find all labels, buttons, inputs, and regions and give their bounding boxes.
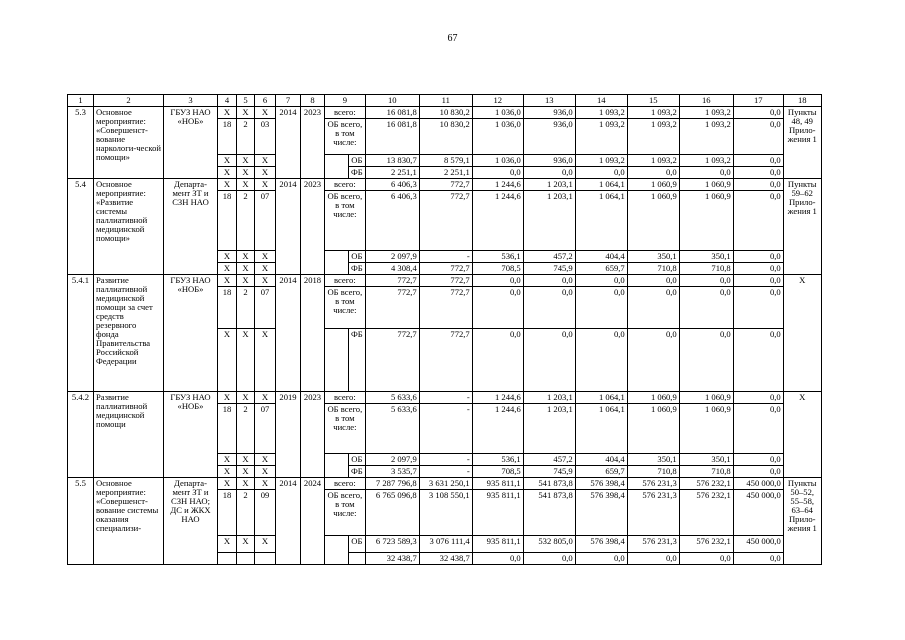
amount-cell: 32 438,7 [365,553,419,565]
code-col4: Х [218,275,237,287]
code-col6: 03 [255,119,276,155]
amount-cell: 1 060,9 [679,179,733,191]
amount-cell: 772,7 [419,287,472,329]
item-number: 5.5 [68,478,94,565]
amount-cell: 0,0 [575,167,627,179]
code-col4: Х [218,536,237,553]
amount-cell: 710,8 [679,263,733,275]
code-col6: 07 [255,191,276,251]
amount-cell: - [419,251,472,263]
amount-cell: 450 000,0 [733,536,783,553]
funding-source: ОБ всего, в том числе: [325,404,366,454]
amount-cell: 350,1 [679,251,733,263]
amount-cell: 10 830,2 [419,119,472,155]
amount-cell: 576 398,4 [575,490,627,536]
amount-cell: 1 244,6 [472,404,523,454]
code-col6: 07 [255,404,276,454]
amount-cell: 0,0 [627,167,679,179]
amount-cell: 0,0 [472,553,523,565]
amount-cell: 576 231,3 [627,490,679,536]
funding-source: ОБ всего, в том числе: [325,287,366,329]
amount-cell: 936,0 [523,119,575,155]
amount-cell: 0,0 [679,287,733,329]
code-col5: Х [237,454,255,466]
amount-cell: 936,0 [523,155,575,167]
amount-cell: 0,0 [627,553,679,565]
amount-cell: 1 093,2 [627,107,679,119]
end-year: 2023 [301,179,325,275]
amount-cell: 1 060,9 [679,404,733,454]
code-col4: Х [218,167,237,179]
item-name: Развитие паллиативной медицинской помощи за счет средств резервного фонда Правительства Российской Федерации [94,275,164,392]
funding-source: ФБ [349,466,366,478]
amount-cell: 16 081,8 [365,107,419,119]
indent-cell [325,251,349,275]
amount-cell: 1 093,2 [575,119,627,155]
amount-cell: 0,0 [733,119,783,155]
code-col5: 2 [237,404,255,454]
amount-cell: 1 203,1 [523,191,575,251]
amount-cell: 576 231,3 [627,478,679,490]
item-name: Основное мероприятие: «Совершенст-вование системы оказания специализи- [94,478,164,565]
amount-cell: 0,0 [523,167,575,179]
header-cell-6: 6 [255,95,276,107]
code-col5: Х [237,179,255,191]
amount-cell: 532 805,0 [523,536,575,553]
item-executor: ГБУЗ НАО «НОБ» [164,107,218,179]
code-col6: 07 [255,287,276,329]
funding-source [349,553,366,565]
table-row [68,107,822,119]
amount-cell: 0,0 [523,553,575,565]
start-year: 2014 [276,478,301,565]
amount-cell: - [419,392,472,404]
amount-cell: 1 093,2 [679,155,733,167]
amount-cell: 3 631 250,1 [419,478,472,490]
amount-cell: 1 203,1 [523,404,575,454]
funding-source: ОБ [349,454,366,466]
code-col6: Х [255,275,276,287]
amount-cell: 8 579,1 [419,155,472,167]
item-number: 5.3 [68,107,94,179]
amount-cell: 0,0 [472,275,523,287]
amount-cell: 0,0 [679,275,733,287]
amount-cell: 0,0 [733,179,783,191]
item-name: Развитие паллиативной медицинской помощи [94,392,164,478]
item-name: Основное мероприятие: «Совершенст-вование наркологи-ческой помощи» [94,107,164,179]
amount-cell: 5 633,6 [365,404,419,454]
amount-cell: 1 093,2 [679,119,733,155]
header-cell-11: 11 [419,95,472,107]
amount-cell: 576 232,1 [679,490,733,536]
header-cell-18: 18 [783,95,821,107]
amount-cell: 745,9 [523,263,575,275]
funding-source: ОБ [349,536,366,553]
amount-cell: 1 244,6 [472,191,523,251]
indent-cell [325,155,349,179]
amount-cell: 710,8 [627,466,679,478]
funding-source: всего: [325,275,366,287]
header-cell-10: 10 [365,95,419,107]
code-col4: 18 [218,404,237,454]
amount-cell: 541 873,8 [523,478,575,490]
code-col5: Х [237,392,255,404]
budget-table [67,94,822,565]
amount-cell: 935 811,1 [472,536,523,553]
funding-source: ОБ всего, в том числе: [325,191,366,251]
start-year: 2014 [276,107,301,179]
amount-cell: 772,7 [365,329,419,392]
code-col4: 18 [218,287,237,329]
amount-cell: 576 398,4 [575,478,627,490]
item-executor: Департа-мент ЗТ и СЗН НАО; ДС и ЖКХ НАО [164,478,218,565]
code-col4: Х [218,251,237,263]
page-number: 67 [447,33,458,44]
amount-cell: 1 064,1 [575,392,627,404]
item-executor: Департа-мент ЗТ и СЗН НАО [164,179,218,275]
amount-cell: 0,0 [627,275,679,287]
header-cell-2: 2 [94,95,164,107]
amount-cell: 0,0 [733,263,783,275]
funding-source: ФБ [349,329,366,392]
item-note: Пункты 50–52, 55–58, 63–64 Прило-жения 1 [783,478,821,565]
header-cell-13: 13 [523,95,575,107]
code-col5: Х [237,466,255,478]
amount-cell: 536,1 [472,454,523,466]
start-year: 2019 [276,392,301,478]
table-row [68,179,822,191]
amount-cell: 10 830,2 [419,107,472,119]
amount-cell: 0,0 [627,287,679,329]
item-executor: ГБУЗ НАО «НОБ» [164,392,218,478]
item-note: Х [783,392,821,478]
amount-cell: 1 036,0 [472,155,523,167]
amount-cell: 4 308,4 [365,263,419,275]
amount-cell: 6 406,3 [365,191,419,251]
amount-cell: 936,0 [523,107,575,119]
amount-cell: 0,0 [679,329,733,392]
amount-cell: 0,0 [575,275,627,287]
amount-cell: 1 203,1 [523,179,575,191]
amount-cell: 659,7 [575,263,627,275]
amount-cell: 1 093,2 [575,107,627,119]
item-number: 5.4.2 [68,392,94,478]
amount-cell: 1 064,1 [575,404,627,454]
code-col4: Х [218,329,237,392]
amount-cell: 576 398,4 [575,536,627,553]
code-col6: Х [255,392,276,404]
code-col5: Х [237,251,255,263]
code-col4: Х [218,478,237,490]
amount-cell: 0,0 [733,404,783,454]
start-year: 2014 [276,275,301,392]
header-cell-15: 15 [627,95,679,107]
amount-cell: 1 060,9 [679,392,733,404]
amount-cell: 1 244,6 [472,392,523,404]
code-col5: Х [237,536,255,553]
code-col4: 18 [218,490,237,536]
amount-cell: 350,1 [679,454,733,466]
item-note: Пункты 59–62 Прило-жения 1 [783,179,821,275]
amount-cell: 2 251,1 [419,167,472,179]
amount-cell: 0,0 [575,553,627,565]
code-col4: Х [218,466,237,478]
amount-cell: 0,0 [733,553,783,565]
code-col5: Х [237,478,255,490]
code-col5: Х [237,107,255,119]
amount-cell: 935 811,1 [472,490,523,536]
code-col6: Х [255,536,276,553]
funding-source: ОБ [349,155,366,167]
code-col6: Х [255,251,276,263]
header-cell-17: 17 [733,95,783,107]
amount-cell: 6 406,3 [365,179,419,191]
amount-cell: 1 036,0 [472,119,523,155]
amount-cell: 1 060,9 [679,191,733,251]
amount-cell: 0,0 [472,287,523,329]
code-col4 [218,553,237,565]
code-col5: Х [237,263,255,275]
amount-cell: 0,0 [733,329,783,392]
code-col4: 18 [218,191,237,251]
amount-cell: 2 097,9 [365,251,419,263]
header-cell-4: 4 [218,95,237,107]
item-number: 5.4 [68,179,94,275]
code-col5 [237,553,255,565]
amount-cell: 708,5 [472,263,523,275]
amount-cell: 1 060,9 [627,191,679,251]
amount-cell: 6 765 096,8 [365,490,419,536]
amount-cell: 450 000,0 [733,490,783,536]
header-cell-12: 12 [472,95,523,107]
header-cell-3: 3 [164,95,218,107]
header-cell-9: 9 [325,95,366,107]
amount-cell: 576 232,1 [679,478,733,490]
code-col6: Х [255,466,276,478]
amount-cell: - [419,454,472,466]
amount-cell: 0,0 [733,454,783,466]
code-col6: Х [255,454,276,466]
amount-cell: 0,0 [523,275,575,287]
amount-cell: 0,0 [733,107,783,119]
amount-cell: 536,1 [472,251,523,263]
amount-cell: 772,7 [419,191,472,251]
amount-cell: 2 097,9 [365,454,419,466]
amount-cell: 772,7 [419,179,472,191]
code-col5: Х [237,167,255,179]
code-col4: Х [218,392,237,404]
amount-cell: 0,0 [523,329,575,392]
header-cell-16: 16 [679,95,733,107]
code-col4: Х [218,155,237,167]
amount-cell: 404,4 [575,454,627,466]
amount-cell: 772,7 [365,275,419,287]
amount-cell: 5 633,6 [365,392,419,404]
funding-source: ОБ [349,251,366,263]
amount-cell: 350,1 [627,251,679,263]
amount-cell: 457,2 [523,251,575,263]
code-col5: 2 [237,119,255,155]
funding-source: всего: [325,179,366,191]
amount-cell: 16 081,8 [365,119,419,155]
code-col5: Х [237,275,255,287]
end-year: 2024 [301,478,325,565]
item-name: Основное мероприятие: «Развитие системы паллиативной медицинской помощи» [94,179,164,275]
code-col5: Х [237,155,255,167]
amount-cell: 0,0 [733,466,783,478]
code-col6: Х [255,263,276,275]
table-body [68,95,822,565]
code-col5: Х [237,329,255,392]
amount-cell: 745,9 [523,466,575,478]
amount-cell: 1 203,1 [523,392,575,404]
code-col6: 09 [255,490,276,536]
amount-cell: 0,0 [679,167,733,179]
code-col6: Х [255,155,276,167]
amount-cell: 1 036,0 [472,107,523,119]
code-col4: 18 [218,119,237,155]
code-col5: 2 [237,287,255,329]
amount-cell: 0,0 [575,287,627,329]
amount-cell: 0,0 [575,329,627,392]
item-executor: ГБУЗ НАО «НОБ» [164,275,218,392]
amount-cell: 13 830,7 [365,155,419,167]
code-col4: Х [218,263,237,275]
amount-cell: 659,7 [575,466,627,478]
funding-source: ФБ [349,263,366,275]
amount-cell: 576 232,1 [679,536,733,553]
amount-cell: 0,0 [733,392,783,404]
amount-cell: 0,0 [679,553,733,565]
amount-cell: 1 093,2 [627,155,679,167]
amount-cell: 3 108 550,1 [419,490,472,536]
code-col5: 2 [237,490,255,536]
amount-cell: 772,7 [365,287,419,329]
amount-cell: 404,4 [575,251,627,263]
amount-cell: 772,7 [419,263,472,275]
amount-cell: 457,2 [523,454,575,466]
indent-cell [325,329,349,392]
amount-cell: - [419,466,472,478]
amount-cell: 1 093,2 [627,119,679,155]
amount-cell: 576 231,3 [627,536,679,553]
funding-source: ОБ всего, в том числе: [325,119,366,155]
amount-cell: 0,0 [523,287,575,329]
code-col6: Х [255,107,276,119]
header-row [68,95,822,107]
amount-cell: 0,0 [472,329,523,392]
funding-source: ОБ всего, в том числе: [325,490,366,536]
amount-cell: 1 060,9 [627,404,679,454]
amount-cell: 6 723 589,3 [365,536,419,553]
amount-cell: 772,7 [419,275,472,287]
table-row [68,478,822,490]
funding-source: ФБ [349,167,366,179]
code-col4: Х [218,454,237,466]
end-year: 2023 [301,107,325,179]
amount-cell: 32 438,7 [419,553,472,565]
amount-cell: - [419,404,472,454]
amount-cell: 0,0 [733,155,783,167]
amount-cell: 0,0 [733,251,783,263]
amount-cell: 708,5 [472,466,523,478]
code-col6: Х [255,478,276,490]
amount-cell: 0,0 [472,167,523,179]
amount-cell: 541 873,8 [523,490,575,536]
amount-cell: 2 251,1 [365,167,419,179]
start-year: 2014 [276,179,301,275]
amount-cell: 350,1 [627,454,679,466]
indent-cell [325,454,349,478]
funding-source: всего: [325,478,366,490]
table-row [68,275,822,287]
amount-cell: 0,0 [733,191,783,251]
item-note: Пункты 48, 49 Прило-жения 1 [783,107,821,179]
funding-source: всего: [325,392,366,404]
code-col4: Х [218,179,237,191]
indent-cell [325,536,349,565]
header-cell-5: 5 [237,95,255,107]
amount-cell: 3 076 111,4 [419,536,472,553]
amount-cell: 0,0 [733,287,783,329]
code-col6 [255,553,276,565]
table-row [68,392,822,404]
amount-cell: 1 060,9 [627,392,679,404]
code-col6: Х [255,167,276,179]
amount-cell: 0,0 [627,329,679,392]
code-col6: Х [255,329,276,392]
amount-cell: 450 000,0 [733,478,783,490]
code-col4: Х [218,107,237,119]
amount-cell: 1 064,1 [575,191,627,251]
code-col6: Х [255,179,276,191]
amount-cell: 772,7 [419,329,472,392]
amount-cell: 710,8 [627,263,679,275]
header-cell-1: 1 [68,95,94,107]
amount-cell: 0,0 [733,167,783,179]
amount-cell: 7 287 796,8 [365,478,419,490]
amount-cell: 3 535,7 [365,466,419,478]
amount-cell: 1 060,9 [627,179,679,191]
amount-cell: 1 093,2 [679,107,733,119]
item-number: 5.4.1 [68,275,94,392]
amount-cell: 710,8 [679,466,733,478]
code-col5: 2 [237,191,255,251]
amount-cell: 0,0 [733,275,783,287]
header-cell-7: 7 [276,95,301,107]
amount-cell: 935 811,1 [472,478,523,490]
item-note: Х [783,275,821,392]
amount-cell: 1 064,1 [575,179,627,191]
header-cell-14: 14 [575,95,627,107]
end-year: 2023 [301,392,325,478]
header-cell-8: 8 [301,95,325,107]
amount-cell: 1 244,6 [472,179,523,191]
end-year: 2018 [301,275,325,392]
funding-source: всего: [325,107,366,119]
amount-cell: 1 093,2 [575,155,627,167]
